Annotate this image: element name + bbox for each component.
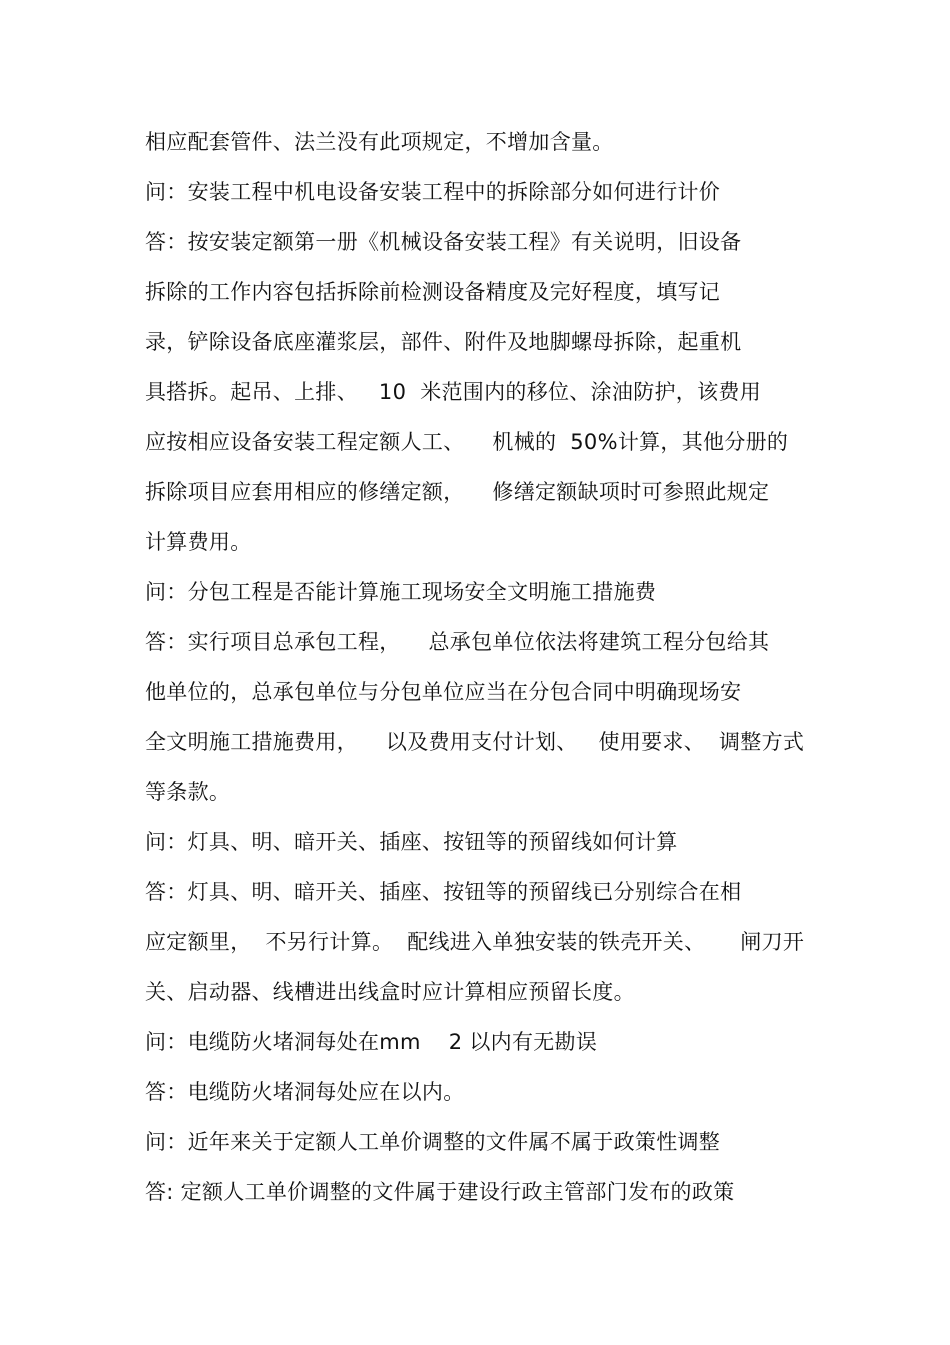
answer-line: 答：电缆防火堵洞每处应在以内。 xyxy=(145,1080,465,1104)
answer-line: 答：实行项目总承包工程， 总承包单位依法将建筑工程分包给其 xyxy=(145,630,770,654)
answer-line: 答：灯具、明、暗开关、插座、按钮等的预留线已分别综合在相 xyxy=(145,880,742,904)
text-line: 全文明施工措施费用， 以及费用支付计划、 使用要求、 调整方式 xyxy=(145,730,805,754)
text-line: 计算费用。 xyxy=(145,530,252,554)
question-line: 问：灯具、明、暗开关、插座、按钮等的预留线如何计算 xyxy=(145,830,678,854)
question-line: 问：近年来关于定额人工单价调整的文件属不属于政策性调整 xyxy=(145,1130,721,1154)
text-line: 拆除的工作内容包括拆除前检测设备精度及完好程度，填写记 xyxy=(145,280,721,304)
question-line: 问：分包工程是否能计算施工现场安全文明施工措施费 xyxy=(145,580,657,604)
text-line: 具搭拆。起吊、上排、 10 米范围内的移位、涂油防护，该费用 xyxy=(145,380,761,404)
text-line: 他单位的，总承包单位与分包单位应当在分包合同中明确现场安 xyxy=(145,680,742,704)
text-line: 拆除项目应套用相应的修缮定额， 修缮定额缺项时可参照此规定 xyxy=(145,480,770,504)
question-line: 问：安装工程中机电设备安装工程中的拆除部分如何进行计价 xyxy=(145,180,721,204)
text-line: 相应配套管件、法兰没有此项规定，不增加含量。 xyxy=(145,130,614,154)
text-line: 应定额里， 不另行计算。 配线进入单独安装的铁壳开关、 闸刀开 xyxy=(145,930,805,954)
text-line: 应按相应设备安装工程定额人工、 机械的 50%计算，其他分册的 xyxy=(145,430,789,454)
text-line: 关、启动器、线槽进出线盒时应计算相应预留长度。 xyxy=(145,980,635,1004)
question-line: 问：电缆防火堵洞每处在mm 2 以内有无勘误 xyxy=(145,1030,598,1054)
text-line: 等条款。 xyxy=(145,780,231,804)
answer-line: 答: 定额人工单价调整的文件属于建设行政主管部门发布的政策 xyxy=(145,1180,735,1204)
answer-line: 答：按安装定额第一册《机械设备安装工程》有关说明，旧设备 xyxy=(145,230,742,254)
text-line: 录，铲除设备底座灌浆层，部件、附件及地脚螺母拆除，起重机 xyxy=(145,330,742,354)
